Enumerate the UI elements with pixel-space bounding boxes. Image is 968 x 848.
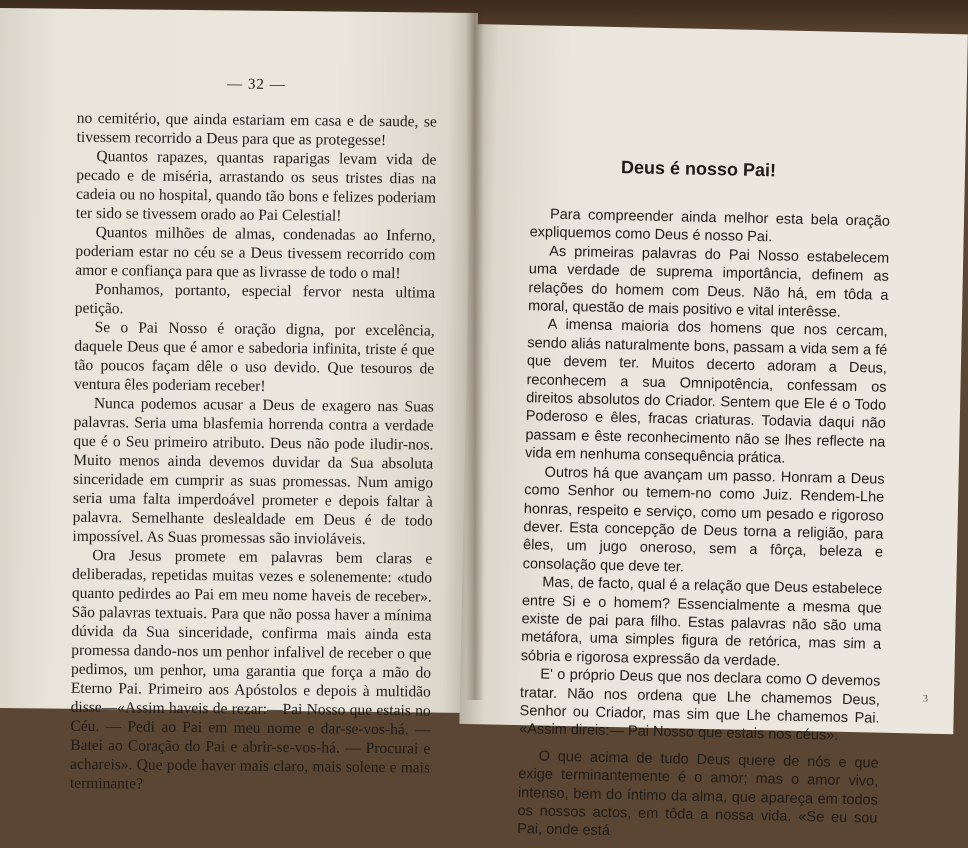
- paragraph: A imensa maioria dos homens que nos cercam, sendo aliás naturalmente bons, passam a vida sem a fé que devem ter. Muitos decerto adoram a Deus, reconhecem a sua Omnipotência, confessam os direitos absolutos do Criador. Sentem que Ele é o Todo Poderoso e êles, fracas criaturas. Todavia daqui não passam e êste reconhecimento não se lhes reflecte na vida em nenhuma consequência prática.: [524, 317, 888, 467]
- corner-mark: 3: [922, 693, 929, 705]
- paragraph: Para compreender ainda melhor esta bela oração expliquemos como Deus é nosso Pai.: [529, 206, 891, 246]
- right-page: [459, 24, 968, 840]
- paragraph: Nunca podemos acusar a Deus de exagero nas Suas palavras. Seria uma blasfemia horrenda contra a verdade que é o Seu primeiro atributo. Deus não pode iludir-nos. Muito menos ainda devemos duvidar da Sua absoluta sinceridade em cumprir as suas promessas. Num amigo seria uma falta imperdoável prometer e depois faltar à palavra. Semelhante deslealdade em Deus é de todo impossível. As Suas promessas são invioláveis.: [72, 395, 434, 548]
- paragraph: As primeiras palavras do Pai Nosso estabelecem uma verdade de suprema importância, definem as relações do homem com Deus. Não há, em tôda a moral, questão de mais positivo e vital interêsse.: [527, 243, 890, 321]
- page-number: — 32 —: [227, 76, 286, 93]
- paragraph: E' o próprio Deus que nos declara como O devemos tratar. Não nos ordena que Lhe chamemos Deus, Senhor ou Criador, mas sim que Lhe chamemos Pai. «Assim direis:— Pai Nosso que estais nos céus».: [519, 666, 881, 745]
- right-page-text: [517, 205, 890, 846]
- paragraph: Ponhamos, portanto, especial fervor nesta ultima petição.: [74, 281, 436, 318]
- left-page: [0, 8, 478, 793]
- paragraph: Quantos rapazes, quantas raparigas levam vida de pecado e de miséria, arrastando os seus tristes dias na cadeia ou no hospital, quando tão bons e felizes poderiam ter sido se tivessem orado ao Pai Celestial!: [75, 148, 437, 225]
- paragraph: Ora Jesus promete em palavras bem claras e deliberadas, repetidas muitas vezes e solenemente: «tudo quanto pedirdes ao Pai em meu nome haveis de receber». São palavras textuais. Para que não possa haver a mínima dúvida da Sua sinceridade, confirma mais ainda esta promessa dando-nos um penhor infalivel de receber o que pedimos, um penhor, uma garantia que força a mão do Eterno Pai. Primeiro aos Apóstolos e depois à multidão disse—«Assim haveis de rezar:—Pai Nosso que estais no Céu. — Pedi ao Pai em meu nome e dar-se-vos-há. — Batei ao Coração do Pai e abrir-se-vos-há. — Procurai e achareis». Que pode haver mais claro, mais solene e mais terminante?: [69, 546, 433, 793]
- paragraph: Mas, de facto, qual é a relação que Deus estabelece entre Si e o homem? Essencialmente a mesma que existe de pai para filho. Estas palavras não são uma metáfora, uma simples figura de retórica, mas sim a sóbria e rigorosa expressão da verdade.: [520, 574, 883, 670]
- book-gutter: [466, 0, 484, 700]
- paragraph: no cemitério, que ainda estariam em casa e de saude, se tivessem recorrido a Deus para que as protegesse!: [76, 109, 437, 150]
- left-page-text: [70, 109, 437, 797]
- paragraph: Quantos milhões de almas, condenadas ao Inferno, poderiam estar no céu se a Deus tivessem recorrido com amor e confiança para que as livrasse de todo o mal!: [75, 224, 436, 283]
- chapter-title: Deus é nosso Pai!: [620, 157, 777, 181]
- paragraph: Se o Pai Nosso é oração digna, por excelência, daquele Deus que é amor e sabedoria infinita, triste é que tão poucos façam dêle o uso devido. Que tesouros de ventura êles poderiam receber!: [73, 319, 435, 395]
- paragraph: O que acima de tudo Deus quere de nós e que exige terminantemente é o amor; mas o amor vivo, intenso, bem do íntimo da alma, que apareça em todos os nossos actos, em tôda a nossa vida. «Se eu sou Pai, onde está: [516, 748, 879, 840]
- paragraph: Outros há que avançam um passo. Honram a Deus como Senhor ou temem-no como Juiz. Rendem-Lhe honras, respeito e serviço, como um pesado e rigoroso dever. Esta concepção de Deus torna a religião, para êles, um jugo oneroso, sem a fôrça, beleza e consolação que deve ter.: [522, 464, 885, 576]
